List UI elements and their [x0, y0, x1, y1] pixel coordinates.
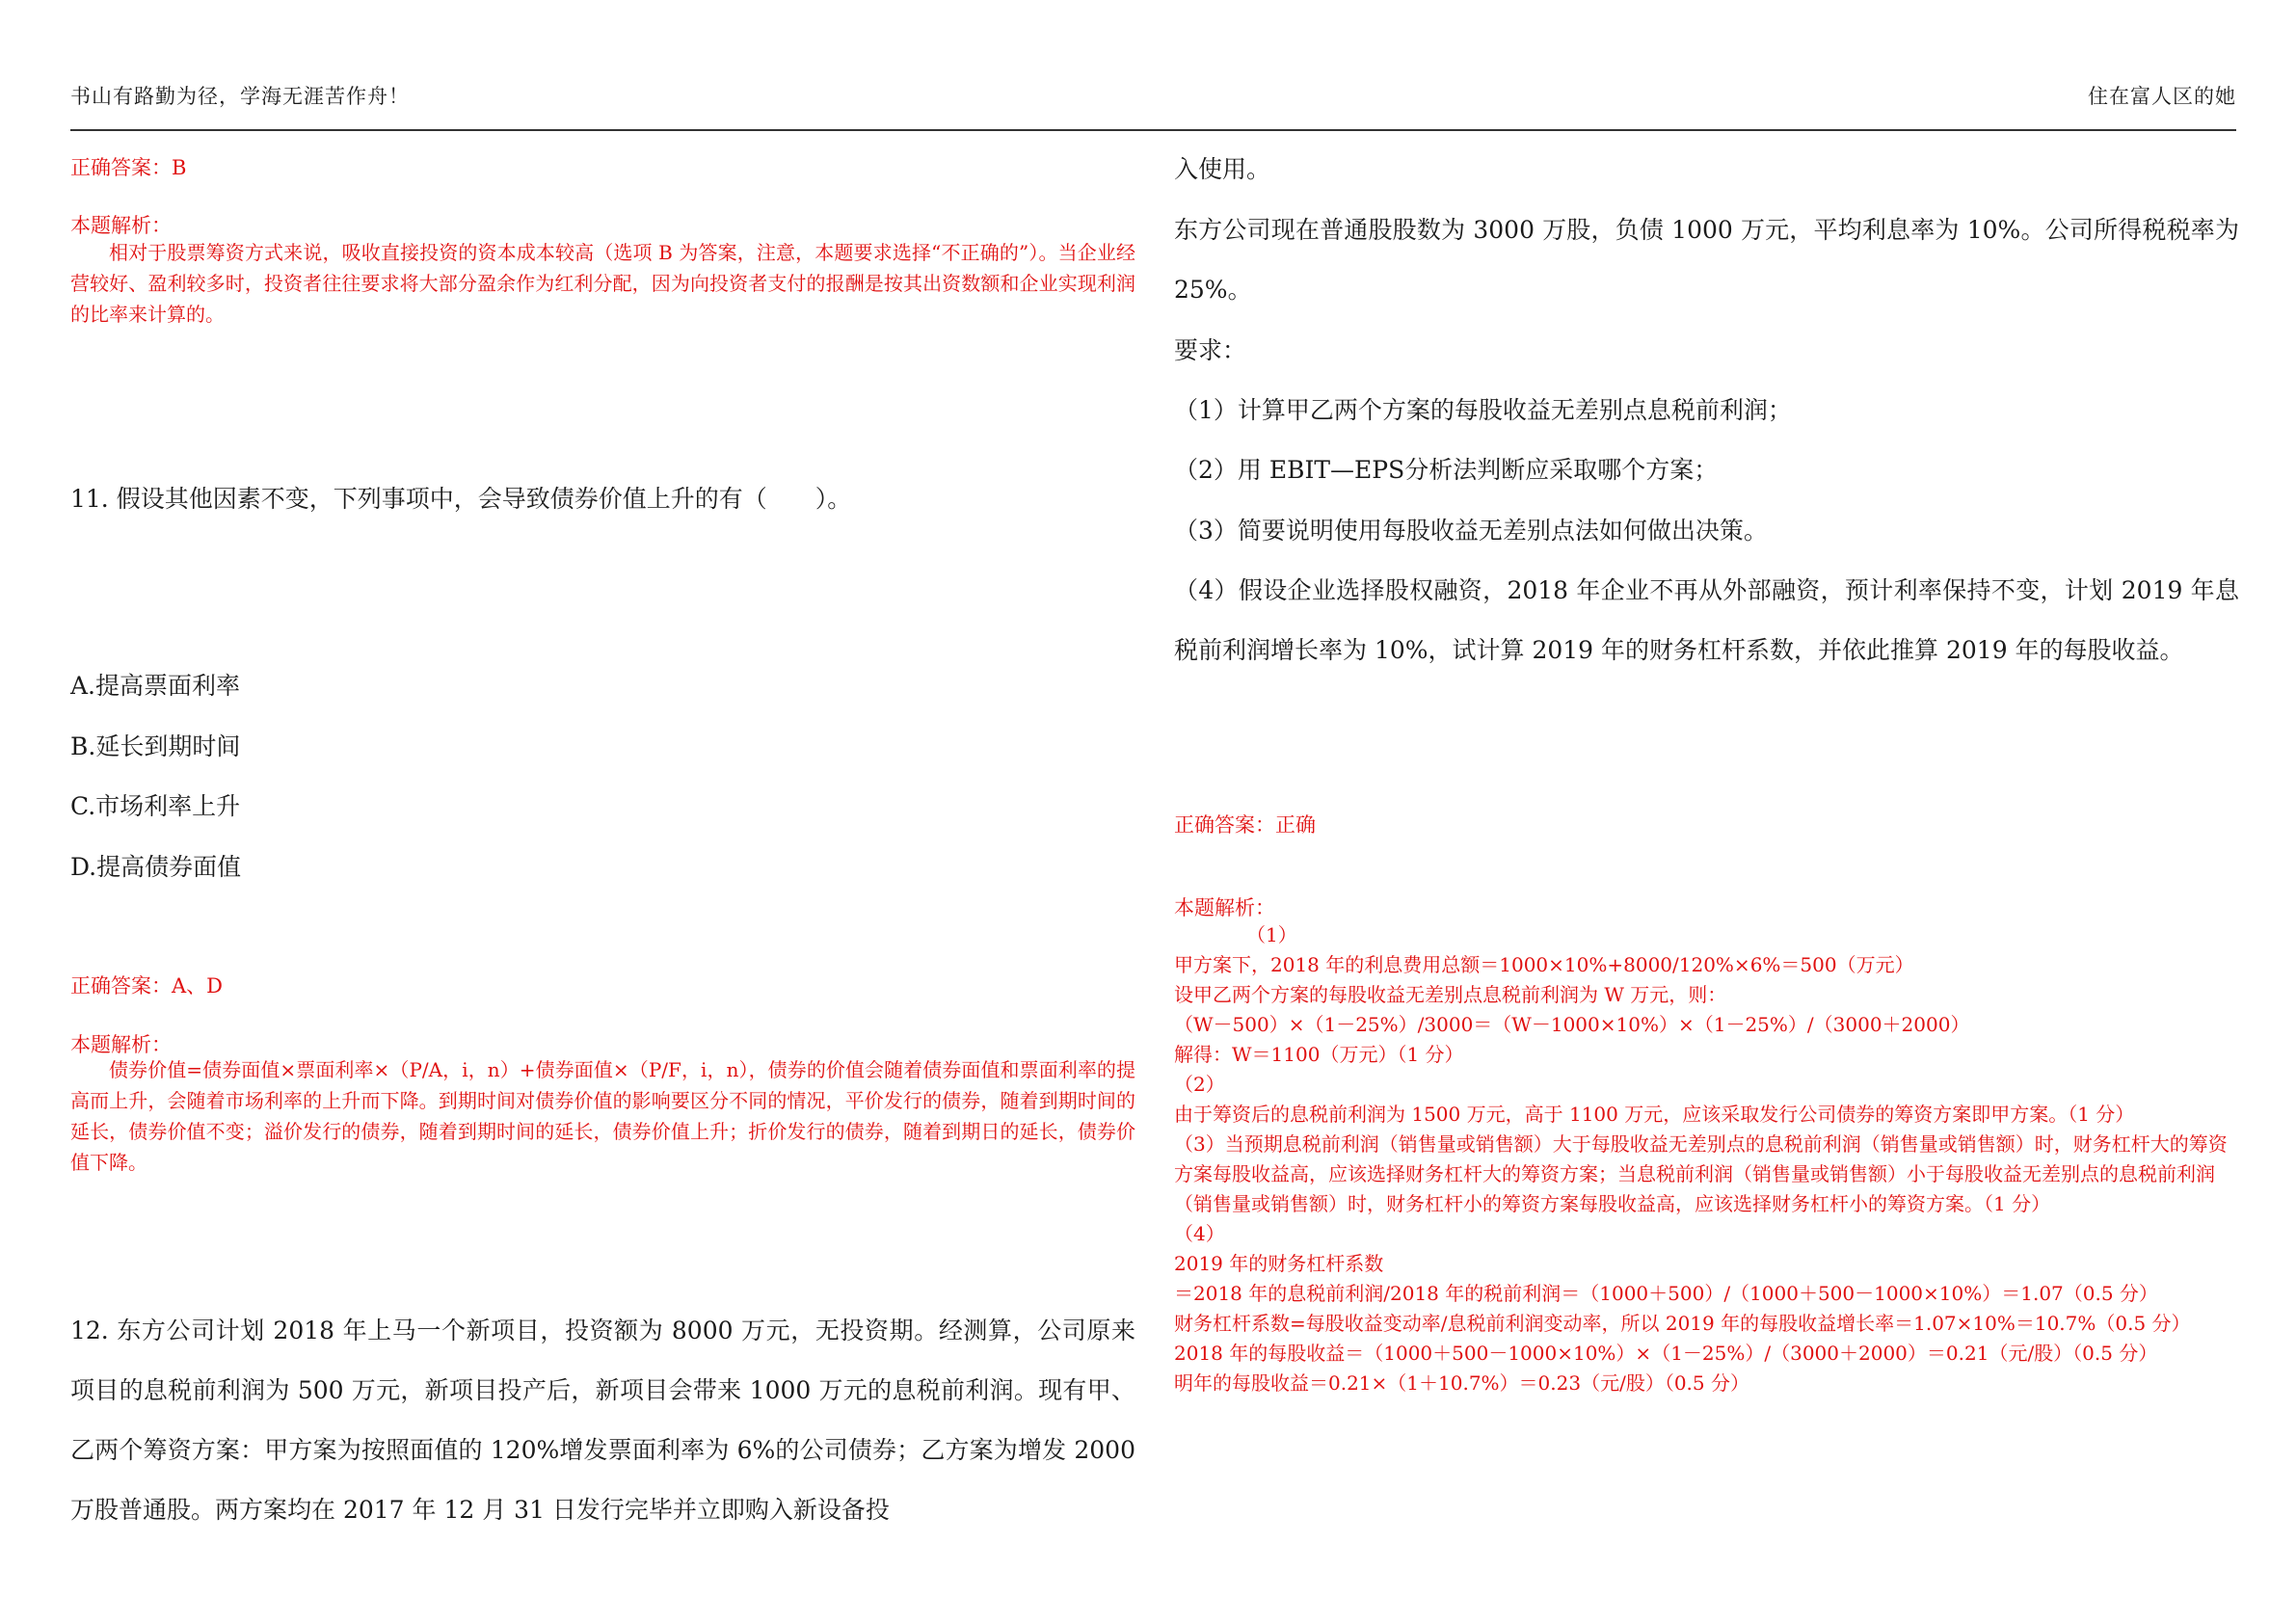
q11-option-c: C.市场利率上升: [70, 792, 241, 820]
q12-requirements-title: 要求：: [1174, 336, 1247, 364]
q11-analysis: 债券价值=债券面值×票面利率×（P/A，i，n）+债券面值×（P/F，i，n），债券的价值会随着债券面值和票面利率的提高而上升，会随着市场利率的上升而下降。到期时间对债券价值的影响要区分不同的情况，平价发行的债券，随着到期时间的延长，债券价值不变；溢价发行的债券，随着到期时间的延长，债券价值上升；折价发行的债券，随着到期日的延长，债券价值下降。: [70, 1058, 1135, 1174]
solution-line: （1）: [1246, 923, 1297, 946]
solution-line: （W－500）×（1－25%）/3000＝（W－1000×10%）×（1－25%）/（3000＋2000）: [1174, 1013, 1970, 1036]
q11-answer: 正确答案：A、D: [70, 974, 224, 998]
header-author: 住在富人区的她: [2088, 85, 2236, 108]
header-motto: 书山有路勤为径，学海无涯苦作舟！: [70, 85, 410, 108]
q10-analysis: 相对于股票筹资方式来说，吸收直接投资的资本成本较高（选项 B 为答案，注意，本题要求选择“不正确的”）。当企业经营较好、盈利较多时，投资者往往要求将大部分盈余作为红利分配，因为向投资者支付的报酬是按其出资数额和企业实现利润的比率来计算的。: [70, 241, 1135, 326]
solution-line: 解得：W＝1100（万元）（1 分）: [1174, 1043, 1464, 1066]
solution-line: 明年的每股收益＝0.21×（1＋10.7%）＝0.23（元/股）（0.5 分）: [1174, 1371, 1749, 1395]
q12-answer: 正确答案：正确: [1174, 813, 1316, 837]
q11-analysis-title: 本题解析：: [70, 1033, 172, 1056]
q12-stem-continued: 入使用。: [1174, 155, 1271, 183]
q11-option-b: B.延长到期时间: [70, 732, 241, 760]
solution-line: 甲方案下，2018 年的利息费用总额＝1000×10%+8000/120%×6%＝500（万元）: [1174, 953, 1914, 976]
q11-stem: 11. 假设其他因素不变，下列事项中，会导致债券价值上升的有（ ）。: [70, 485, 852, 513]
q11-option-a: A.提高票面利率: [70, 672, 241, 700]
q12-requirement-1: （1）计算甲乙两个方案的每股收益无差别点息税前利润；: [1174, 396, 1792, 424]
q12-requirement-4: （4）假设企业选择股权融资，2018 年企业不再从外部融资，预计利率保持不变，计划 2019 年息税前利润增长率为 10%，试计算 2019 年的财务杠杆系数，并依此推算 2019 年的每股收益。: [1174, 576, 2239, 664]
q12-stem: 12. 东方公司计划 2018 年上马一个新项目，投资额为 8000 万元，无投资期。经测算，公司原来项目的息税前利润为 500 万元，新项目投产后，新项目会带来 1000 万元的息税前利润。现有甲、乙两个筹资方案：甲方案为按照面值的 120%增发票面利率为 6%的公司债券；乙方案为增发 2000 万股普通股。两方案均在 2017 年 12 月 31 日发行完毕并立即购入新设备投: [70, 1317, 1135, 1524]
q12-analysis-title: 本题解析：: [1174, 896, 1275, 919]
solution-line: （4）: [1174, 1222, 1225, 1245]
solution-line: 财务杠杆系数=每股收益变动率/息税前利润变动率，所以 2019 年的每股收益增长率＝1.07×10%＝10.7%（0.5 分）: [1174, 1312, 2191, 1335]
q12-requirement-3: （3）简要说明使用每股收益无差别点法如何做出决策。: [1174, 517, 1768, 545]
q10-analysis-title: 本题解析：: [70, 214, 172, 237]
q12-company-info: 东方公司现在普通股股数为 3000 万股，负债 1000 万元，平均利息率为 10%。公司所得税税率为 25%。: [1174, 216, 2239, 304]
solution-line: 设甲乙两个方案的每股收益无差别点息税前利润为 W 万元，则：: [1174, 983, 1727, 1006]
solution-line: 由于筹资后的息税前利润为 1500 万元，高于 1100 万元，应该采取发行公司债券的筹资方案即甲方案。（1 分）: [1174, 1103, 2135, 1126]
q12-requirement-2: （2）用 EBIT—EPS分析法判断应采取哪个方案；: [1174, 456, 1719, 484]
q10-answer: 正确答案：B: [70, 156, 187, 179]
q11-option-d: D.提高债券面值: [70, 853, 242, 881]
page-header: [70, 81, 2236, 131]
solution-line: ＝2018 年的息税前利润/2018 年的税前利润＝（1000＋500）/（1000＋500－1000×10%）＝1.07（0.5 分）: [1174, 1282, 2158, 1305]
solution-line: 2019 年的财务杠杆系数: [1174, 1252, 1384, 1275]
solution-line: （2）: [1174, 1073, 1225, 1096]
q12-solution: [1174, 920, 2239, 1398]
solution-line: 2018 年的每股收益＝（1000＋500－1000×10%）×（1－25%）/（3000＋2000）＝0.21（元/股）（0.5 分）: [1174, 1342, 2158, 1365]
solution-line: （3）当预期息税前利润（销售量或销售额）大于每股收益无差别点的息税前利润（销售量或销售额）时，财务杠杆大的筹资方案每股收益高，应该选择财务杠杆大的筹资方案；当息税前利润（销售量或销售额）小于每股收益无差别点的息税前利润（销售量或销售额）时，财务杠杆小的筹资方案每股收益高，应该选择财务杠杆小的筹资方案。（1 分）: [1174, 1132, 2228, 1215]
